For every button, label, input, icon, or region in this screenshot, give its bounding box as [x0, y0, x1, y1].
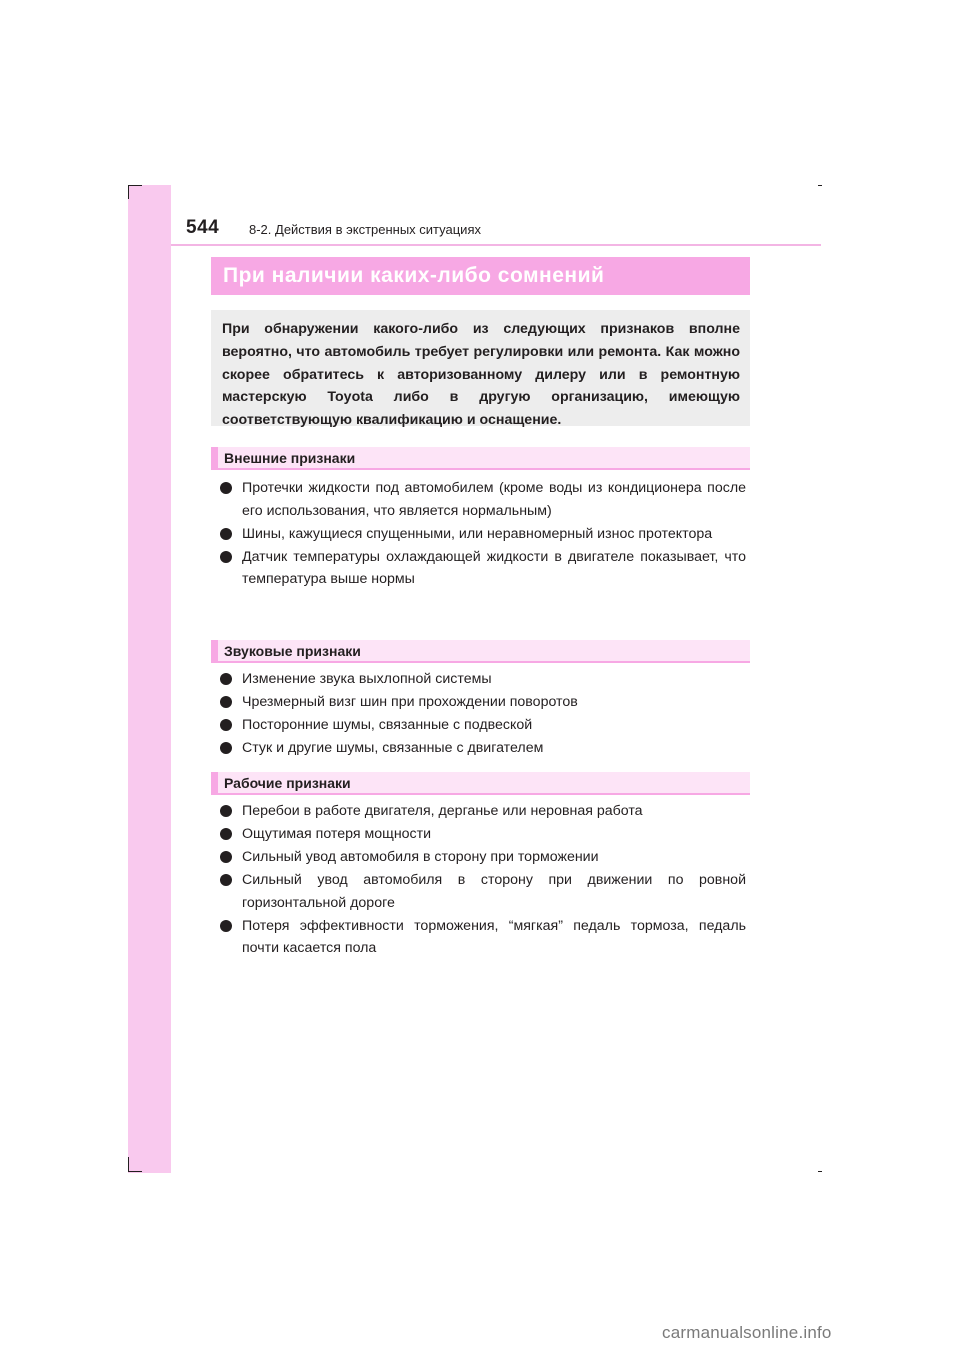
bullet-icon — [220, 828, 232, 840]
watermark[interactable]: carmanualsonline.info — [662, 1323, 832, 1342]
crop-mark-top-right — [818, 185, 822, 186]
intro-text: При обнаружении какого-либо из следующих признаков вполне вероятно, что автомобиль требует регулировки или ремонта. Как можно скорее обратитесь к авторизованному дилеру или в ремонтную мастерскую Toyota либо в другую организацию, имеющую соответствующую квалификацию и оснащение. — [222, 321, 740, 429]
bullet-icon — [220, 874, 232, 886]
bullet-icon — [220, 851, 232, 863]
header-rule — [171, 244, 821, 246]
section-heading-external — [211, 447, 750, 470]
list-item-text: Сильный увод автомобиля в сторону при торможении — [242, 849, 599, 865]
section-header: 8-2. Действия в экстренных ситуациях — [249, 222, 481, 237]
list-item-text: Датчик температуры охлаждающей жидкости в двигателе показывает, что температура выше нормы — [242, 548, 746, 587]
page-title-banner — [211, 257, 750, 295]
list-item — [219, 477, 746, 522]
crop-mark-top-left-h — [128, 185, 142, 186]
page-number: 544 — [186, 217, 220, 238]
list-item-text: Шины, кажущиеся спущенными, или неравномерный износ протектора — [242, 525, 713, 542]
list-item-text: Чрезмерный визг шин при прохождении поворотов — [242, 694, 578, 710]
list-item — [219, 523, 746, 546]
list-item — [219, 915, 746, 960]
list-item-text: Сильный увод автомобиля в сторону при движении по ровной горизонтальной дороге — [242, 872, 746, 911]
bullet-icon — [220, 528, 232, 540]
list-item-text: Перебои в работе двигателя, дерганье или неровная работа — [242, 803, 643, 819]
section-heading-text: Рабочие признаки — [224, 774, 351, 791]
section-heading-operational — [211, 772, 750, 795]
list-item-text: Посторонние шумы, связанные с подвеской — [242, 717, 533, 733]
list-item — [219, 823, 746, 846]
crop-mark-top-left-v — [128, 185, 129, 199]
bullet-icon — [220, 696, 232, 708]
bullet-icon — [220, 482, 232, 494]
bullet-icon — [220, 805, 232, 817]
operational-signs-list — [219, 800, 746, 960]
list-item — [219, 691, 746, 714]
list-item — [219, 846, 746, 869]
list-item-text: Потеря эффективности торможения, “мягкая” педаль тормоза, педаль почти касается пола — [242, 917, 746, 956]
section-heading-text: Звуковые признаки — [224, 642, 361, 659]
section-heading-sound — [211, 640, 750, 663]
list-item — [219, 737, 746, 760]
section-heading-text: Внешние признаки — [224, 449, 356, 466]
list-item — [219, 668, 746, 691]
bullet-icon — [220, 742, 232, 754]
list-item-text: Ощутимая потеря мощности — [242, 826, 432, 842]
chapter-side-strip — [128, 185, 171, 1173]
crop-mark-bottom-left-h — [128, 1171, 142, 1172]
sound-signs-list — [219, 668, 746, 760]
crop-mark-bottom-left-v — [128, 1157, 129, 1171]
list-item — [219, 714, 746, 737]
bullet-icon — [220, 551, 232, 563]
list-item-text: Стук и другие шумы, связанные с двигателем — [242, 740, 544, 756]
list-item — [219, 869, 746, 914]
bullet-icon — [220, 920, 232, 932]
bullet-icon — [220, 673, 232, 685]
external-signs-list — [219, 477, 746, 591]
list-item — [219, 800, 746, 823]
intro-box — [211, 310, 750, 429]
list-item — [219, 546, 746, 591]
crop-mark-bottom-right — [818, 1171, 822, 1172]
page-title: При наличии каких-либо сомнений — [223, 264, 605, 287]
bullet-icon — [220, 719, 232, 731]
list-item-text: Изменение звука выхлопной системы — [242, 671, 492, 687]
list-item-text: Протечки жидкости под автомобилем (кроме воды из кондиционера после его использования, что является нормальным) — [242, 480, 746, 519]
